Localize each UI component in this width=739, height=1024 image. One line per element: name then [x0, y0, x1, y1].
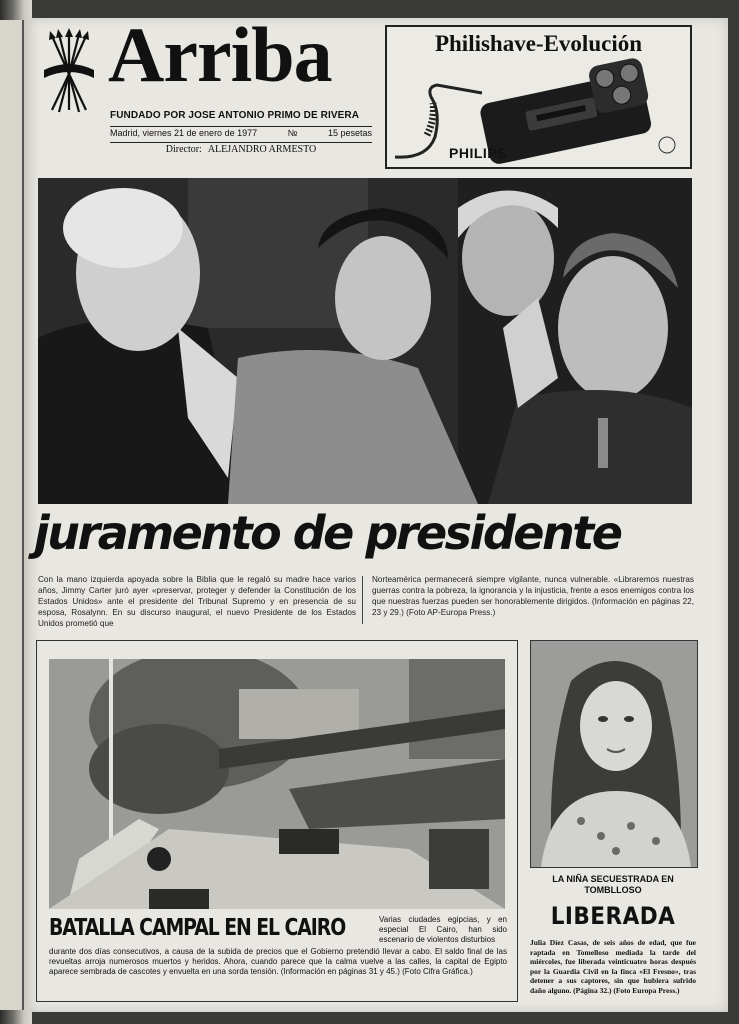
- carter-inauguration-photo: [38, 178, 692, 504]
- ad-title: Philishave-Evolución: [434, 31, 643, 56]
- issue-mark: №: [287, 128, 298, 138]
- cairo-headline: BATALLA CAMPAL EN EL CAIRO: [49, 915, 346, 941]
- girl-headline: LIBERADA: [550, 902, 676, 930]
- cairo-body-text: durante dos días consecutivos, a causa de la subida de precios que el Gobierno pretendió llevar a cabo. El saldo final de las revueltas arroja numerosos muertos y heridos. Ahora, cuando parece que la calma vuelve a las calles, la capital de Egipto aparece sembrada de cascotes y envuelta en una sorda tensión. (Información en páginas 31 y 45.) (Foto Cifra Gráfica.): [49, 947, 507, 976]
- issue-price: 15 pesetas: [327, 128, 372, 138]
- lead-text-left: Con la mano izquierda apoyada sobre la Biblia que le regaló su madre hace varios años, Jimmy Carter juró ayer «preservar, proteger y defender la Constitución de los Estados Unidos» ante el presidente del Tribunal Supremo y en presencia de su esposa, Rosalynn. En su discurso inaugural, el nuevo Presidente de los Estados Unidos prometió que: [38, 575, 356, 628]
- masthead-rule-2: [110, 142, 372, 143]
- director-label: Director:: [165, 144, 202, 155]
- previous-page-edge: [0, 20, 24, 1010]
- cairo-side-text: Varias ciudades egipcias, y en especial El Cairo, han sido escenario de violentos disturbios: [379, 915, 507, 944]
- philishave-advertisement: [385, 25, 692, 169]
- masthead-title: Arriba: [108, 11, 332, 98]
- electric-shaver-icon: [387, 57, 690, 167]
- cairo-story-box: [36, 640, 518, 1002]
- ad-brand: PHILIPS: [449, 145, 507, 161]
- main-headline: juramento de presidente: [34, 506, 621, 560]
- masthead-dateline: [110, 128, 372, 138]
- girl-caption: LA NIÑA SECUESTRADA EN TOMBLLOSO: [552, 874, 674, 895]
- column-rule: [362, 576, 363, 624]
- lead-text-right: Norteamérica permanecerá siempre vigilante, nunca vulnerable. «Libraremos nuestras guerras contra la pobreza, la ignorancia y la injusticia, frente a esos enemigos contra los que nuestras fuerzas pueden ser honorablemente dirigidos. (Información en páginas 22, 23 y 29.) (Foto AP-Europa Press.): [372, 575, 694, 617]
- yoke-and-arrows-emblem-icon: [40, 28, 98, 116]
- director-name: ALEJANDRO ARMESTO: [207, 144, 317, 155]
- girl-body-text: Julia Díez Casas, de seis años de edad, que fue raptada en Tomelloso mediada la tarde del miércoles, fue liberada veinticuatro horas después por la Guardia Civil en la finca «El Fresno», tras detener a sus captores, sin que hubiera sufrido daño alguno. (Página 32.) (Foto Europa Press.): [530, 938, 696, 995]
- masthead-director: [110, 144, 372, 155]
- issue-date: Madrid, viernes 21 de enero de 1977: [110, 128, 258, 138]
- cairo-riot-photo: [49, 659, 505, 909]
- newspaper-page: [30, 11, 728, 1012]
- masthead-rule: [110, 126, 372, 127]
- girl-portrait-photo: [530, 640, 698, 868]
- masthead-subtitle: FUNDADO POR JOSE ANTONIO PRIMO DE RIVERA: [110, 110, 360, 121]
